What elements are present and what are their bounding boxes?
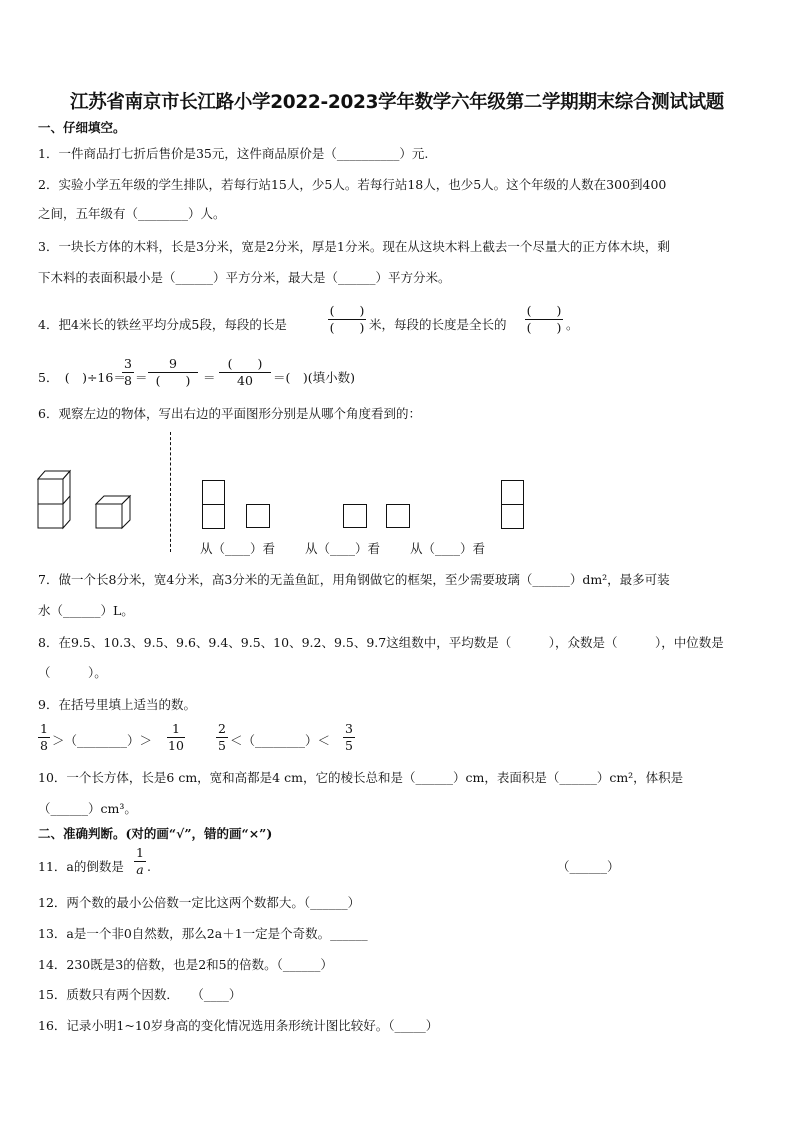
view-3-square-top [501, 480, 524, 505]
question-5-fraction-1 [122, 357, 134, 388]
question-9-fraction-1-10 [167, 722, 185, 753]
fraction-numerator: 9 [169, 356, 177, 371]
page-title: 江苏省南京市长江路小学2022-2023学年数学六年级第二学期期末综合测试试题 [70, 92, 724, 113]
fraction-numerator: 1 [172, 721, 180, 736]
fraction-numerator: ( ) [329, 303, 365, 318]
view-1-square-right [246, 504, 270, 528]
question-7-line-1: 7．做一个长8分米，宽4分米，高3分米的无盖鱼缸，用角钢做它的框架，至少需要玻璃（______）dm²，最多可装 [38, 572, 670, 587]
section-1-heading: 一、仔细填空。 [38, 120, 126, 135]
fraction-numerator: ( ) [526, 303, 562, 318]
question-6: 6．观察左边的物体，写出右边的平面图形分别是从哪个角度看到的： [38, 406, 421, 421]
view-2-label: 从（____）看 [305, 541, 381, 556]
question-4-text-c: 。 [566, 317, 579, 332]
fraction-denominator: 8 [40, 738, 48, 753]
fraction-denominator: 8 [124, 373, 132, 388]
question-2-line-1: 2．实验小学五年级的学生排队，若每行站15人，少5人。若每行站18人，也少5人。这个年级的人数在300到400 [38, 177, 667, 192]
question-4-fraction-1 [328, 304, 366, 335]
fraction-numerator: 2 [218, 721, 226, 736]
stacked-cubes-figure [36, 468, 72, 530]
question-10-line-2: （______）cm³。 [38, 801, 137, 816]
question-3-line-1: 3．一块长方体的木料，长是3分米，宽是2分米，厚是1分米。现在从这块木料上截去一个尽量大的正方体木块，剩 [38, 239, 670, 254]
question-9-fraction-1-8 [38, 722, 50, 753]
question-16: 16．记录小明1~10岁身高的变化情况选用条形统计图比较好。（_____） [38, 1018, 439, 1033]
single-cube-figure [94, 494, 132, 530]
fraction-denominator: 5 [345, 738, 353, 753]
question-1: 1．一件商品打七折后售价是35元，这件商品原价是（__________）元. [38, 146, 429, 161]
question-9: 9．在括号里填上适当的数。 [38, 697, 196, 712]
divider-line [170, 432, 171, 552]
question-9-fraction-3-5 [343, 722, 355, 753]
fraction-numerator: 1 [40, 721, 48, 736]
view-1-label: 从（____）看 [200, 541, 276, 556]
fraction-numerator: 3 [124, 356, 132, 371]
question-8-line-1: 8．在9.5、10.3、9.5、9.6、9.4、9.5、10、9.2、9.5、9.7这组数中，平均数是（ ），众数是（ ），中位数是 [38, 635, 724, 650]
question-4-text-a: 4．把4米长的铁丝平均分成5段，每段的长是 [38, 317, 287, 332]
question-3-line-2: 下木料的表面积最小是（______）平方分米，最大是（______）平方分米。 [38, 270, 451, 285]
fraction-numerator: ( ) [227, 356, 263, 371]
view-3-label: 从（____）看 [410, 541, 486, 556]
view-3-square-bottom [501, 504, 524, 529]
question-11-fraction [134, 846, 146, 877]
question-5-fraction-3 [219, 357, 271, 388]
question-10-line-1: 10．一个长方体，长是6 cm，宽和高都是4 cm，它的棱长总和是（______）cm，表面积是（______）cm²，体积是 [38, 770, 684, 785]
question-9-compare-1: ＞（________）＞ [52, 733, 153, 748]
question-11-text: 11．a的倒数是 [38, 859, 124, 874]
question-2-line-2: 之间，五年级有（________）人。 [38, 206, 226, 221]
section-2-heading: 二、准确判断。(对的画“√”，错的画“×”) [38, 826, 273, 841]
fraction-denominator: a [136, 862, 144, 877]
view-1-square-top [202, 480, 225, 505]
question-5-equals-2: ＝ [203, 370, 216, 385]
view-2-square-left [343, 504, 367, 528]
fraction-denominator: ( ) [155, 373, 191, 388]
question-12: 12．两个数的最小公倍数一定比这两个数都大。（______） [38, 895, 361, 910]
question-4-text-b: 米，每段的长度是全长的 [369, 317, 507, 332]
question-11-blank: （______） [557, 859, 620, 874]
question-5-equals-1: ＝ [135, 370, 148, 385]
fraction-denominator: 10 [168, 738, 184, 753]
question-9-compare-2: ＜（________）＜ [230, 733, 331, 748]
question-15: 15．质数只有两个因数． （____） [38, 987, 242, 1002]
question-7-line-2: 水（______）L。 [38, 603, 134, 618]
question-5-text-a: 5． ( )÷16＝ [38, 370, 126, 385]
fraction-denominator: 5 [218, 738, 226, 753]
fraction-denominator: 40 [237, 373, 253, 388]
fraction-denominator: ( ) [526, 320, 562, 335]
question-8-line-2: （ ）。 [38, 665, 107, 680]
question-14: 14．230既是3的倍数，也是2和5的倍数。（______） [38, 957, 333, 972]
question-11-period: . [147, 859, 151, 874]
fraction-numerator: 3 [345, 721, 353, 736]
question-5-text-b: ＝( )(填小数) [273, 370, 356, 385]
question-13: 13．a是一个非0自然数，那么2a＋1一定是个奇数。______ [38, 926, 368, 941]
view-2-square-right [386, 504, 410, 528]
question-4-fraction-2 [525, 304, 563, 335]
view-1-square-bottom [202, 504, 225, 529]
question-9-fraction-2-5 [216, 722, 228, 753]
fraction-numerator: 1 [136, 845, 144, 860]
question-5-fraction-2 [148, 357, 198, 388]
fraction-denominator: ( ) [329, 320, 365, 335]
